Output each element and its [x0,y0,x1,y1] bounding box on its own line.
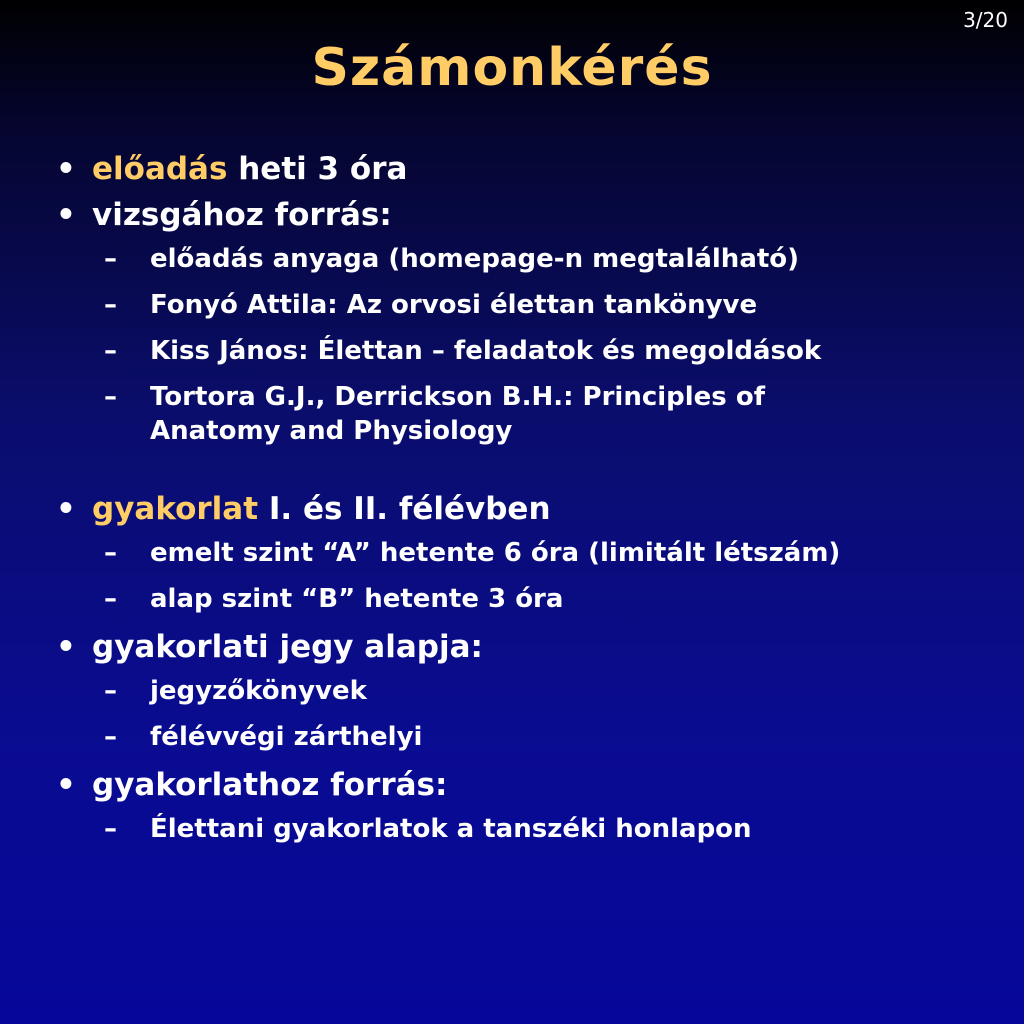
sub-item: – alap szint “B” hetente 3 óra [104,582,996,616]
bullet-gyakorlati-jegy [56,628,996,754]
sub-item: – emelt szint “A” hetente 6 óra (limitált létszám) [104,536,996,570]
sublist [92,242,996,448]
bullet-list [56,150,996,858]
sublist [92,812,996,846]
bullet-gyakorlat-forras [56,766,996,846]
sublist [92,674,996,754]
bullet-text: gyakorlathoz forrás: [92,767,448,803]
bullet-gyakorlat [56,490,996,616]
sub-item: – Kiss János: Élettan – feladatok és megoldások [104,334,996,368]
sub-item: – Élettani gyakorlatok a tanszéki honlapon [104,812,996,846]
bullet-accent: előadás [92,151,228,187]
slide-title: Számonkérés [311,38,713,98]
sublist [92,536,996,616]
sub-item: – Fonyó Attila: Az orvosi élettan tankönyve [104,288,996,322]
sub-item: – Tortora G.J., Derrickson B.H.: Principles of Anatomy and Physiology [104,380,996,448]
sub-item: – előadás anyaga (homepage-n megtalálható) [104,242,996,276]
page-number: 3/20 [963,8,1008,32]
sub-item: – jegyzőkönyvek [104,674,996,708]
bullet-eloadas [56,150,996,188]
bullet-text: gyakorlati jegy alapja: [92,629,483,665]
sub-item: – félévvégi zárthelyi [104,720,996,754]
bullet-text: vizsgához forrás: [92,197,392,233]
bullet-text: I. és II. félévben [258,491,551,527]
spacer [56,460,996,490]
bullet-vizsga-forras [56,196,996,448]
bullet-text: heti 3 óra [227,151,408,187]
bullet-accent: gyakorlat [92,491,259,527]
